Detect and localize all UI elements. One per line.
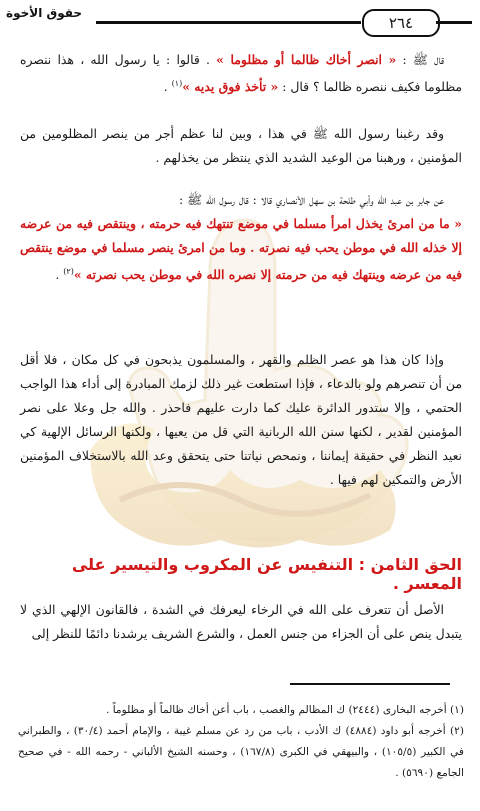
p3-end: .: [55, 267, 64, 283]
running-header-title: حقوق الأخوة: [6, 6, 83, 20]
hadith-quote-2: « تأخذ فوق يديه »: [182, 79, 279, 95]
paragraph-3: [20, 188, 462, 287]
paragraph-4: [20, 348, 462, 492]
p4-text: وإذا كان هذا هو عصر الظلم والقهر ، والمسلمون يذبحون في كل مكان ، فلا أقل من أن تنصرهم ولو بالدعاء ، فإذا استطعت غير ذلك لزمك المبادرة إلى أداء هذا الواجب الحتمي ، وإلا ستدور الدائرة عليك كما دارت عليهم فاحذر . والله جل وعلا على نصر المؤمنين لقدير ، لكنها سنن الله الربانية التي قل من يعيها ، ولكنها الرسائل الإلهية كي نعيد النظر في حقيقة إيماننا ، ونمحص نياتنا حتى يتحقق وعد الله بالاستخلاف المؤمنين الأرض والتمكين لهم فيها .: [20, 352, 462, 487]
footnote-2: (٢) أخرجه أبو داود (٤٨٨٤) ك الأدب ، باب من رد عن مسلم غيبة ، والإمام أحمد (٣٠/٤) ، والطبراني في الكبير (١٠٥/٥) ، والبيهقي في الكبرى (١٦٧/٨) ، وحسنه الشيخ الألباني - رحمه الله - في صحيح الجامع (٥٦٩٠) .: [18, 725, 464, 779]
paragraph-1: [20, 48, 462, 99]
footnote-ref-1: (١): [171, 79, 183, 88]
p1-end: .: [163, 79, 172, 95]
section-heading: الحق الثامن : التنفيس عن المكروب والتيسير على المعسر .: [71, 555, 462, 593]
p2-text: وقد رغبنا رسول الله ﷺ في هذا ، وبين لنا عظم أجر من ينصر المظلومين من المؤمنين ، ورهبنا من الوعيد الشديد الذي ينتظر من يخذلهم .: [20, 126, 462, 165]
p1-lead: قال ﷺ :: [396, 52, 444, 67]
p1-mid: . قالوا : يا رسول الله ، هذا ننصره مظلوما فكيف ننصره ظالما ؟ قال :: [20, 52, 462, 95]
header-rule: [96, 21, 361, 24]
header-rule-right: [436, 21, 472, 24]
footnote-separator: [290, 683, 450, 685]
p3-intro: عن جابر بن عبد الله وأبي طلحة بن سهل الأنصاري قالا : قال رسول الله ﷺ :: [178, 192, 444, 207]
footnotes: [18, 700, 464, 784]
paragraph-5: [20, 598, 462, 646]
hadith-quote-1: « انصر أخاك ظالما أو مظلوما »: [216, 52, 397, 67]
paragraph-2: [20, 122, 462, 170]
p5-text: الأصل أن تتعرف على الله في الرخاء ليعرفك في الشدة ، فالقانون الإلهي الذي لا يتبدل ينص على أن الجزاء من جنس العمل ، والشرع الشريف يرشدنا دائمًا للنظر إلى: [20, 602, 462, 641]
footnote-1: (١) أخرجه البخارى (٢٤٤٤) ك المظالم والغصب ، باب أعن أخاك ظالماً أو مظلوماً .: [105, 704, 464, 716]
footnote-ref-2: (٢): [63, 267, 74, 276]
hadith-long: « ما من امرئ يخذل امرأ مسلما في موضع تنتهك فيه حرمته ، وينتقص فيه من عرضه إلا خذله الله في موطن يحب فيه نصرته . وما من امرئ ينصر مسلما في موضع ينتقص فيه من عرضه وينتهك فيه من حرمته إلا نصره الله في موطن يحب نصرته »: [20, 216, 462, 283]
page-number: ٢٦٤: [362, 9, 440, 37]
